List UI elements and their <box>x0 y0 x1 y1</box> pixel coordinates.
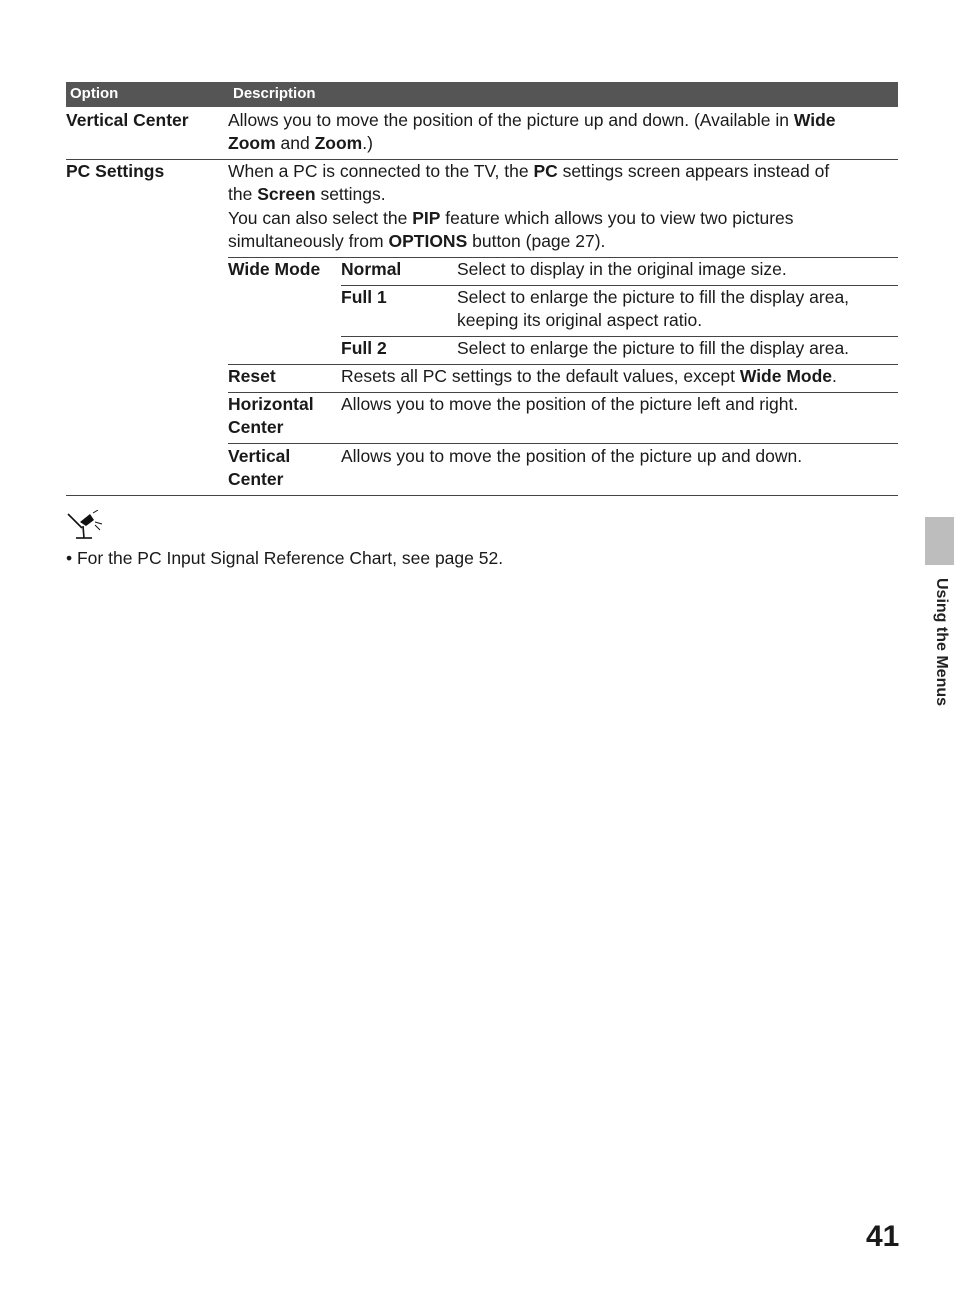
sub-normal: Normal <box>341 259 402 279</box>
table-header <box>66 82 898 107</box>
option-pc-settings: PC Settings <box>66 161 165 181</box>
options-table <box>66 82 898 157</box>
sub-full2: Full 2 <box>341 338 387 358</box>
sub-full2-desc: Select to enlarge the picture to fill the display area. <box>457 338 850 358</box>
page-number: 41 <box>866 1220 900 1253</box>
divider <box>66 495 898 496</box>
sub-wide-mode: Wide Mode <box>228 259 321 279</box>
option-vertical-center: Vertical Center <box>66 110 189 130</box>
sub-horizontal-desc: Allows you to move the position of the picture left and right. <box>341 394 799 414</box>
row-vertical-center <box>66 109 898 159</box>
side-label: Using the Menus <box>933 578 950 707</box>
header-description: Description <box>233 85 316 102</box>
side-tab-marker <box>925 517 954 565</box>
desc-vertical-center: Allows you to move the position of the picture up and down. (Available in Wide Zoom and Zoom.) <box>228 110 836 154</box>
divider <box>228 443 898 444</box>
sub-reset: Reset <box>228 366 276 386</box>
sub-full1: Full 1 <box>341 287 387 307</box>
tip-lamp-icon <box>66 510 104 544</box>
sub-reset-desc: Resets all PC settings to the default values, except Wide Mode. <box>341 366 837 386</box>
sub-normal-desc: Select to display in the original image size. <box>457 259 787 279</box>
note-text: • For the PC Input Signal Reference Chart, see page 52. <box>66 548 504 568</box>
sub-vertical-desc: Allows you to move the position of the picture up and down. <box>341 446 803 466</box>
sub-full1-desc: Select to enlarge the picture to fill the display area, keeping its original aspect ratio. <box>457 287 850 331</box>
sub-vertical-center: Vertical Center <box>228 446 291 490</box>
desc-pc-settings: When a PC is connected to the TV, the PC settings screen appears instead of the Screen settings. You can also select the PIP feature which allows you to view two pictures simultaneously from OPTIONS button (page 27). <box>228 161 830 252</box>
header-option: Option <box>70 85 119 102</box>
sub-horizontal-center: Horizontal Center <box>228 394 314 438</box>
